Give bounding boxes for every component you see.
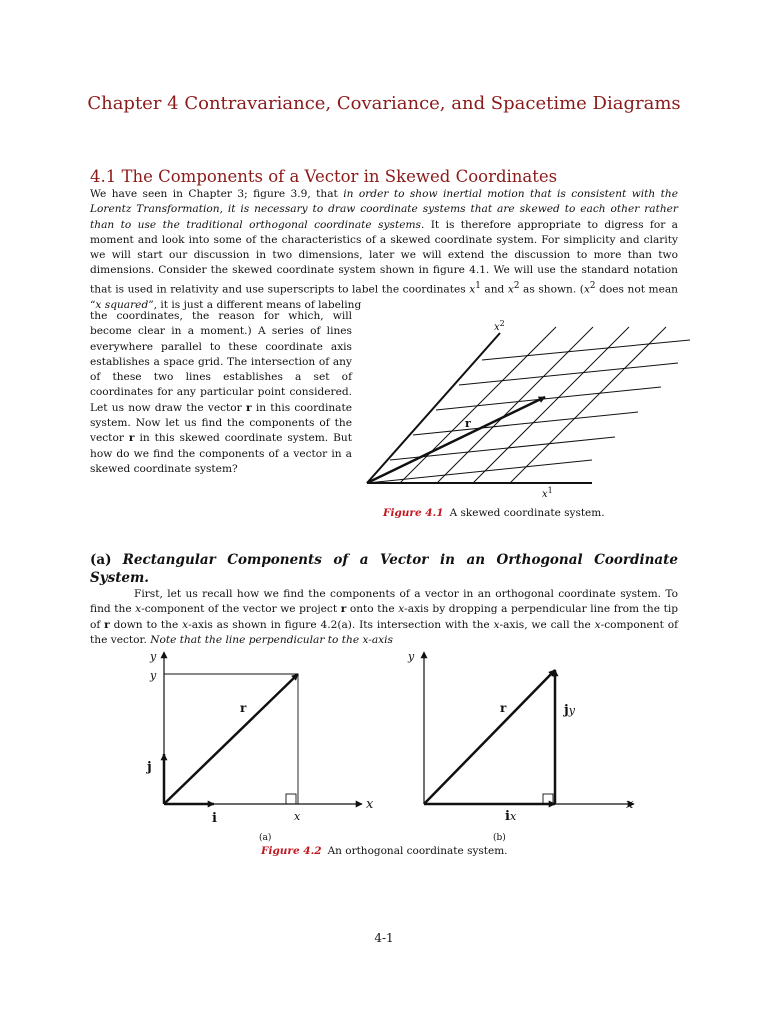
x2-axis-label: x (494, 322, 500, 333)
y-tick-label: y (150, 669, 157, 682)
figure-4-2-caption: Figure 4.2 An orthogonal coordinate system. (261, 845, 508, 857)
y-axis-label: y (408, 650, 415, 663)
x-tick-label: x (294, 810, 301, 823)
skew-grid-line (510, 327, 666, 483)
x-axis-label: x (626, 797, 634, 812)
skew-grid-line (400, 327, 556, 483)
right-angle-marker (286, 794, 296, 804)
svg-text:x1 (542, 486, 553, 500)
skew-grid-line (436, 387, 661, 410)
page-number: 4-1 (374, 931, 394, 945)
paragraph-orthogonal: First, let us recall how we find the components of a vector in an orthogonal coordinate system. To find the x-component of the vector we project r onto the x-axis by dropping a perpendicular line from the tip of r down to the x-axis as shown in figure 4.2(a). Its intersection with the x-axis, we call the x-component of the vector. Note that the line perpendicular to the x-axis (90, 588, 679, 646)
vector-r-label: r (465, 417, 471, 430)
vector-r-label: r (500, 701, 507, 715)
vector-r (424, 670, 555, 804)
skew-grid-line (482, 340, 690, 360)
vector-r-arrow (367, 397, 545, 483)
vector-r-label: r (240, 701, 247, 715)
x2-axis-sup: 2 (499, 319, 505, 328)
x-axis-label: x (366, 797, 374, 812)
figure-4-1-caption: Figure 4.1 A skewed coordinate system. (383, 507, 605, 519)
jy-label: jy (564, 703, 575, 718)
ix-label: ix (505, 809, 517, 824)
figure-4-1-diagram (360, 315, 690, 505)
subsection-heading: (a) Rectangular Components of a Vector in an Orthogonal Coordinate System. (90, 552, 678, 586)
subfigure-a-label: (a) (259, 833, 272, 843)
figure-4-2b-diagram (400, 646, 640, 846)
skew-grid-line (473, 327, 629, 483)
unit-j-label: j (147, 760, 152, 775)
skew-grid-line (437, 327, 593, 483)
svg-text:x2 (494, 319, 505, 333)
skew-grid-line (459, 363, 678, 385)
paragraph-grid: the coordinates, the reason for which, will become clear in a moment.) A series of lines everywhere parallel to these coordinate axis establishes a space grid. The intersection of any of these two lines establishes a set of coordinates for any particular point considered. Let us now draw the vector r in this coordinate system. Now let us find the components of the vector r in this skewed coordinate system. But how do we find the components of a vector in a skewed coordinate system? (90, 310, 352, 475)
unit-i-label: i (212, 811, 217, 826)
right-angle-marker (543, 794, 553, 804)
skew-grid-line (367, 460, 592, 483)
x1-axis-sup: 1 (547, 486, 553, 495)
subfigure-b-label: (b) (493, 833, 506, 843)
paragraph-intro: We have seen in Chapter 3; figure 3.9, that in order to show inertial motion that is consistent with the Lorentz Transformation, it is necessary to draw coordinate systems that are skewed to each other rather than to use the traditional orthogonal coordinate systems. It is therefore appropriate to digress for a moment and look into some of the characteristics of a skewed coordinate system. For simplicity and clarity we will start our discussion in two dimensions, later we will extend the discussion to more than two dimensions. Consider the skewed coordinate system shown in figure 4.1. We will use the standard notation that is used in relativity and use superscripts to label the coordinates $x^1$ and $x^2$ as shown. ($x^2$ does not mean “x squared”, it is just a different means of labeling (90, 188, 679, 311)
vector-r (164, 674, 298, 804)
x2-axis (367, 333, 500, 483)
skew-grid-line (413, 412, 638, 435)
x1-axis-label: x (542, 489, 548, 500)
section-title: 4.1 The Components of a Vector in Skewed Coordinates (90, 167, 558, 186)
figure-4-2a-diagram (140, 646, 374, 846)
y-axis-label: y (150, 650, 157, 663)
chapter-title: Chapter 4 Contravariance, Covariance, and Spacetime Diagrams (87, 93, 681, 114)
